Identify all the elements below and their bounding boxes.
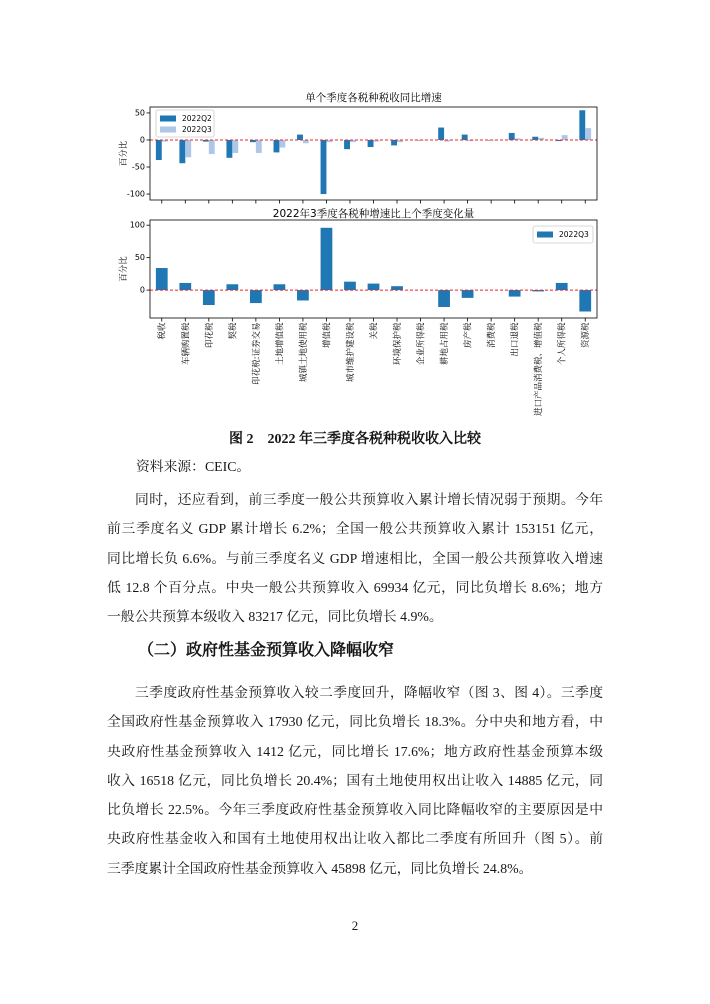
chart-panel-1 (118, 91, 597, 204)
bar-2022q3-4 (226, 284, 238, 290)
legend-label: 2022Q3 (182, 125, 212, 134)
bar-2022q3-13 (438, 290, 450, 307)
bar-2022q3-6 (274, 284, 286, 290)
plot-frame (150, 220, 597, 318)
y-tick-label: 0 (139, 135, 145, 145)
x-tick-label: 出口退税 (510, 322, 521, 357)
y-tick-label: -50 (131, 162, 145, 172)
paragraph-line: 全国政府性基金预算收入 17930 亿元，同比负增长 18.3%。分中央和地方看，中 (107, 714, 603, 730)
figure-source: 资料来源：CEIC。 (136, 459, 251, 474)
paragraph-line: 比负增长 22.5%。今年三季度政府性基金预算收入同比降幅收窄的主要原因是中 (107, 802, 603, 818)
bar-2022q2-7 (297, 135, 303, 140)
paragraph-line: 收入 16518 亿元，同比负增长 20.4%；国有土地使用权出让收入 14885 亿元，同 (107, 772, 603, 788)
bar-2022q3-19 (579, 290, 591, 311)
x-tick-label: 房产税 (463, 322, 474, 349)
x-tick-label: 耕地占用税 (440, 322, 451, 366)
bar-2022q2-10 (368, 140, 374, 147)
figure-caption: 图 2 2022 年三季度各税种税收收入比较 (229, 432, 481, 447)
legend (156, 110, 214, 137)
paragraph-line: 央政府性基金预算收入 1412 亿元，同比增长 17.6%；地方政府性基金预算本级 (107, 743, 603, 759)
paragraph-line: 同时，还应看到，前三季度一般公共预算收入累计增长情况弱于预期。今年 (135, 492, 603, 507)
paragraph (107, 678, 603, 883)
paragraph (107, 485, 603, 631)
chart-title: 2022年3季度各税种增速比上个季度变化量 (272, 208, 475, 220)
bar-2022q2-11 (391, 140, 397, 145)
y-tick-label: 50 (134, 253, 145, 263)
bar-2022q3-6 (279, 140, 285, 148)
bar-2022q2-13 (438, 128, 444, 140)
bar-2022q2-9 (344, 140, 350, 149)
bar-2022q3-7 (297, 290, 309, 300)
x-tick-label: 城镇土地使用税 (298, 322, 309, 383)
paragraph-line: 三季度政府性基金预算收入较二季度回升，降幅收窄（图 3、图 4）。三季度 (135, 685, 603, 700)
x-tick-label: 印花税 (204, 322, 215, 349)
bar-2022q3-16 (509, 290, 521, 296)
x-tick-label: 税收 (157, 322, 168, 340)
paragraph-line: 低 12.8 个百分点。中央一般公共预算收入 69934 亿元，同比负增长 8.6%；地方 (107, 579, 603, 595)
x-tick-label: 车辆购置税 (181, 322, 192, 366)
x-tick-label: 企业所得税 (416, 322, 427, 366)
x-tick-label: 契税 (228, 322, 239, 340)
bar-2022q2-1 (156, 140, 162, 160)
x-tick-label: 土地增值税 (275, 322, 286, 366)
paragraph-line: 前三季度名义 GDP 累计增长 6.2%；全国一般公共预算收入累计 153151 亿元， (107, 521, 603, 537)
y-tick-label: -100 (126, 189, 145, 199)
bar-2022q3-4 (232, 140, 238, 153)
legend-label: 2022Q3 (559, 230, 589, 239)
bar-2022q3-11 (391, 286, 403, 290)
x-tick-label: 资源税 (581, 322, 592, 349)
bar-2022q2-6 (274, 140, 280, 152)
x-tick-label: 关税 (369, 322, 380, 340)
bar-2022q3-5 (250, 290, 262, 303)
legend-label: 2022Q2 (182, 114, 212, 123)
paragraph-line: 三季度累计全国政府性基金预算收入 45898 亿元，同比负增长 24.8%。 (107, 860, 533, 876)
y-tick-label: 0 (139, 285, 145, 295)
bar-2022q3-19 (585, 128, 591, 140)
y-axis-label: 百分比 (119, 140, 129, 167)
bar-2022q2-19 (579, 110, 585, 140)
legend-swatch (160, 116, 176, 122)
chart-panel-2 (118, 207, 597, 416)
bar-2022q3-18 (562, 135, 568, 140)
plot-frame (150, 107, 597, 200)
bar-2022q2-14 (462, 135, 468, 140)
legend-swatch (160, 127, 176, 133)
y-axis-label: 百分比 (119, 256, 129, 282)
bar-2022q3-3 (203, 290, 215, 305)
x-tick-label: 增值税 (322, 322, 333, 349)
legend (533, 226, 593, 243)
x-tick-label: 印花税:证券交易 (251, 322, 262, 385)
bar-2022q2-2 (179, 140, 185, 163)
bar-2022q3-14 (462, 290, 474, 298)
y-tick-label: 100 (129, 220, 145, 230)
bar-2022q3-2 (185, 140, 191, 157)
x-tick-label: 消费税 (487, 322, 498, 349)
x-tick-label: 环境保护税 (393, 322, 404, 366)
bar-2022q3-2 (179, 283, 191, 290)
figure-tax-revenue-charts (0, 0, 710, 430)
bar-2022q3-1 (156, 268, 168, 290)
paragraph-line: 一般公共预算本级收入 83217 亿元，同比负增长 4.9%。 (107, 609, 443, 625)
bar-2022q2-16 (509, 133, 515, 140)
paragraph-line: 同比增长负 6.6%。与前三季度名义 GDP 增速相比，全国一般公共预算收入增速 (107, 550, 603, 566)
y-tick-label: 50 (134, 108, 145, 118)
bar-2022q3-8 (321, 228, 333, 290)
bar-2022q3-10 (368, 284, 380, 290)
page-number: 2 (351, 918, 359, 933)
bar-2022q2-4 (226, 140, 232, 158)
legend-swatch (537, 232, 553, 238)
bar-2022q2-8 (321, 140, 327, 194)
x-tick-label: 城市维护建设税 (345, 322, 356, 383)
section-heading: （二）政府性基金预算收入降幅收窄 (138, 642, 395, 659)
x-tick-label: 进口产品消费税、增值税 (534, 322, 545, 417)
bar-2022q3-9 (344, 282, 356, 290)
bar-2022q3-3 (209, 140, 215, 154)
bar-2022q3-5 (256, 140, 262, 153)
bar-2022q3-18 (556, 283, 568, 290)
chart-title: 单个季度各税种税收同比增速 (305, 92, 442, 104)
x-tick-label: 个人所得税 (557, 322, 568, 366)
paragraph-line: 央政府性基金收入和国有土地使用权出让收入都比二季度有所回升（图 5）。前 (107, 831, 603, 847)
